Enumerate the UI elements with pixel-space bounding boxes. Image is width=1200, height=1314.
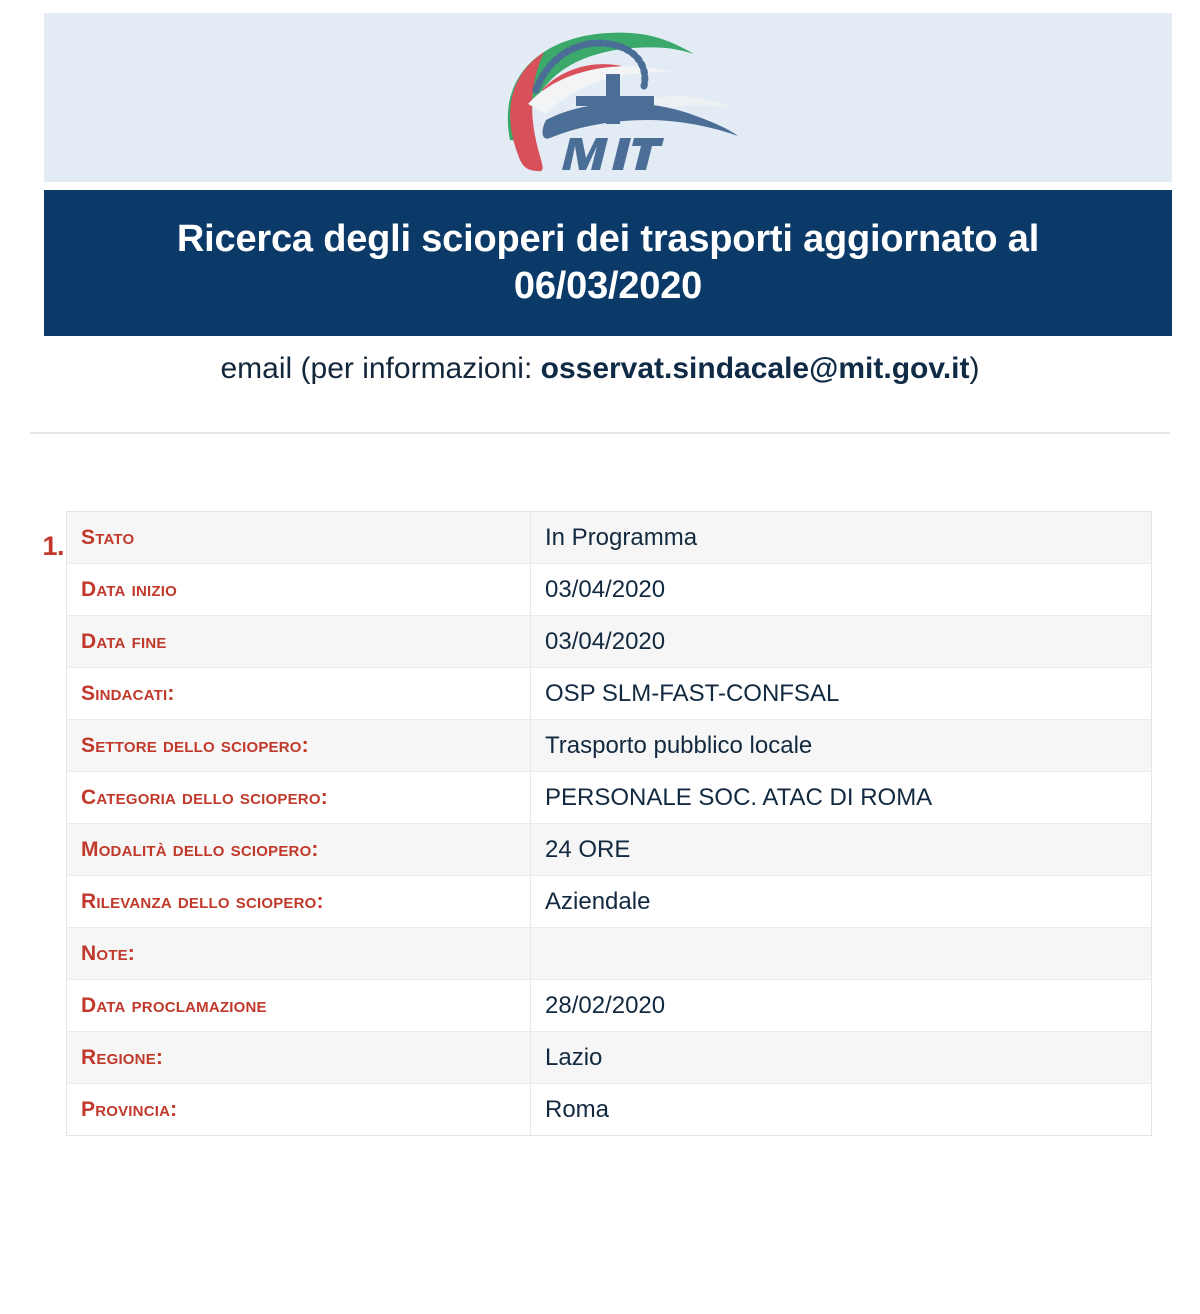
field-value-rilevanza: Aziendale (531, 876, 1152, 928)
field-value-provincia: Roma (531, 1084, 1152, 1136)
table-row (67, 772, 1152, 824)
field-value-data-proclamazione: 28/02/2020 (531, 980, 1152, 1032)
record-index: 1. (42, 531, 64, 561)
field-value-note (531, 928, 1152, 980)
table-row (67, 1084, 1152, 1136)
field-label-provincia: Provincia: (67, 1084, 531, 1136)
field-label-data-proclamazione: Data proclamazione (67, 980, 531, 1032)
logo-band (44, 13, 1172, 182)
page-title-line-1: Ricerca degli scioperi dei trasporti aggiornato al (176, 218, 1040, 261)
field-value-regione: Lazio (531, 1032, 1152, 1084)
contact-email-prefix: email (per informazioni: (220, 352, 541, 385)
field-label-sindacati: Sindacati: (67, 668, 531, 720)
field-label-data-fine: Data fine (67, 616, 531, 668)
contact-email-address[interactable]: osservat.sindacale@mit.gov.it (540, 352, 970, 385)
table-row (67, 1032, 1152, 1084)
table-row (67, 512, 1152, 564)
table-row (67, 980, 1152, 1032)
table-row (67, 616, 1152, 668)
mit-ministry-logo-icon (458, 20, 758, 175)
field-value-categoria: PERSONALE SOC. ATAC DI ROMA (531, 772, 1152, 824)
field-label-modalita: Modalità dello sciopero: (67, 824, 531, 876)
field-label-data-inizio: Data inizio (67, 564, 531, 616)
table-row (67, 720, 1152, 772)
field-value-settore: Trasporto pubblico locale (531, 720, 1152, 772)
field-value-modalita: 24 ORE (531, 824, 1152, 876)
field-label-settore: Settore dello sciopero: (67, 720, 531, 772)
field-label-stato: Stato (67, 512, 531, 564)
table-row (67, 564, 1152, 616)
field-value-data-fine: 03/04/2020 (531, 616, 1152, 668)
page-title-date: 06/03/2020 (513, 265, 703, 307)
field-label-regione: Regione: (67, 1032, 531, 1084)
section-divider (30, 432, 1170, 434)
contact-email-suffix: ) (969, 352, 980, 385)
contact-email-line (0, 352, 1200, 386)
field-label-note: Note: (67, 928, 531, 980)
table-row (67, 668, 1152, 720)
field-label-categoria: Categoria dello sciopero: (67, 772, 531, 824)
field-value-stato: In Programma (531, 512, 1152, 564)
field-label-rilevanza: Rilevanza dello sciopero: (67, 876, 531, 928)
field-value-data-inizio: 03/04/2020 (531, 564, 1152, 616)
page-title-banner (44, 190, 1172, 336)
table-row (67, 928, 1152, 980)
table-row (67, 824, 1152, 876)
field-value-sindacati: OSP SLM-FAST-CONFSAL (531, 668, 1152, 720)
strike-detail-table (66, 511, 1152, 1136)
table-row (67, 876, 1152, 928)
